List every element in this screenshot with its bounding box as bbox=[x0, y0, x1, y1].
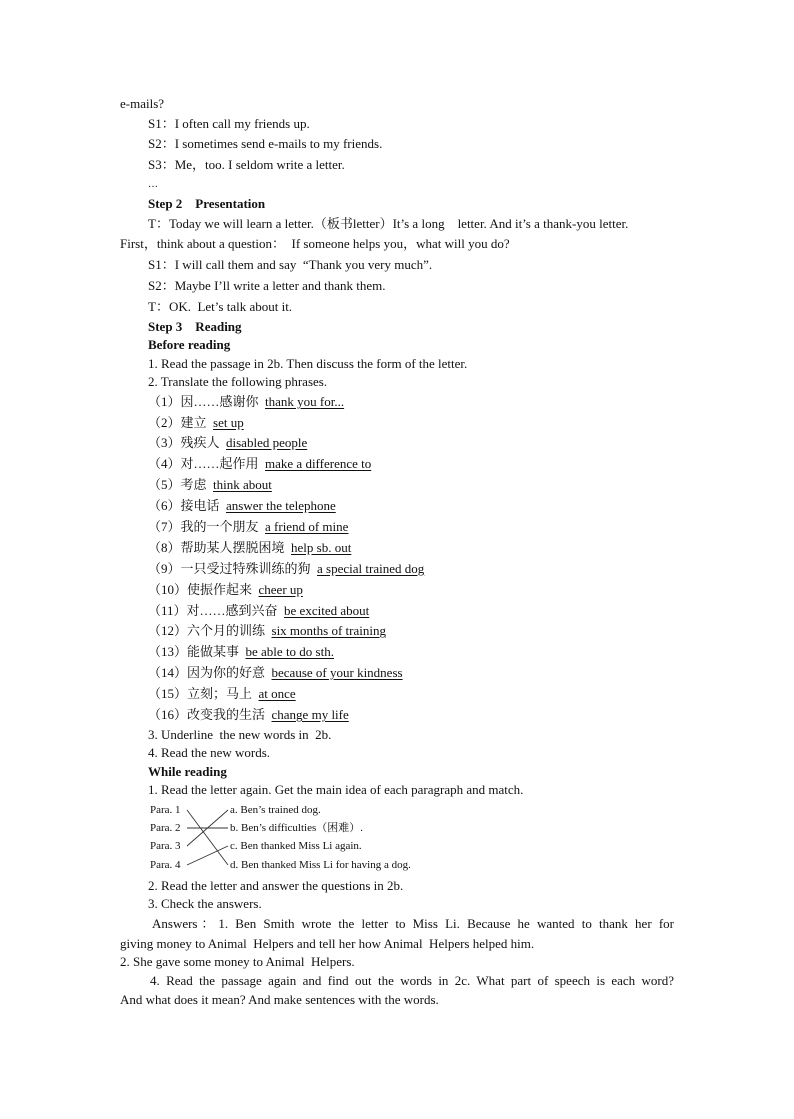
phrase-row bbox=[148, 561, 424, 577]
answers-line-1: Answers：1. Ben Smith wrote the letter to Miss Li. Because he wanted to thank her for bbox=[152, 916, 674, 931]
match-paragraph: Para. 2 bbox=[150, 822, 181, 834]
step2-teacher-line-cont: First，think about a question： If someone helps you，what will you do? bbox=[120, 236, 510, 251]
while-reading-heading: While reading bbox=[148, 764, 227, 779]
dialogue-s1: S1：I often call my friends up. bbox=[148, 116, 310, 131]
phrase-answer: six months of training bbox=[271, 623, 386, 638]
phrase-prompt: （13）能做某事 bbox=[148, 644, 240, 659]
phrase-answer: set up bbox=[213, 415, 244, 430]
match-idea: a. Ben’s trained dog. bbox=[230, 804, 321, 816]
match-idea: b. Ben’s difficulties（困难）. bbox=[230, 822, 364, 834]
phrase-prompt: （5）考虑 bbox=[148, 477, 207, 492]
phrase-row bbox=[148, 435, 307, 451]
step2-heading: Step 2 Presentation bbox=[148, 196, 266, 211]
phrase-answer: answer the telephone bbox=[226, 498, 336, 513]
before-task1: 1. Read the passage in 2b. Then discuss the form of the letter. bbox=[148, 356, 468, 371]
phrase-row bbox=[148, 394, 344, 410]
phrase-answer: thank you for... bbox=[265, 394, 345, 409]
match-idea: d. Ben thanked Miss Li for having a dog. bbox=[230, 859, 411, 871]
phrase-row bbox=[148, 665, 403, 681]
phrase-row bbox=[148, 415, 244, 431]
answers-line-3: 2. She gave some money to Animal Helpers. bbox=[120, 954, 355, 969]
phrase-prompt: （8）帮助某人摆脱困境 bbox=[148, 540, 285, 555]
phrase-answer: cheer up bbox=[258, 582, 303, 597]
phrase-prompt: （16）改变我的生活 bbox=[148, 707, 266, 722]
phrase-row bbox=[148, 519, 348, 535]
phrase-prompt: （7）我的一个朋友 bbox=[148, 519, 259, 534]
phrase-prompt: （12）六个月的训练 bbox=[148, 623, 266, 638]
phrase-prompt: （9）一只受过特殊训练的狗 bbox=[148, 561, 311, 576]
while-task2: 2. Read the letter and answer the questions in 2b. bbox=[148, 878, 404, 893]
before-reading-heading: Before reading bbox=[148, 337, 231, 352]
step3-heading: Step 3 Reading bbox=[148, 319, 242, 334]
match-paragraph: Para. 3 bbox=[150, 840, 181, 852]
phrase-prompt: （6）接电话 bbox=[148, 498, 220, 513]
phrase-prompt: （15）立刻；马上 bbox=[148, 686, 253, 701]
before-task3: 3. Underline the new words in 2b. bbox=[148, 727, 332, 742]
while-task3: 3. Check the answers. bbox=[148, 896, 262, 911]
phrase-answer: because of your kindness bbox=[271, 665, 403, 680]
phrase-row bbox=[148, 644, 334, 660]
match-line bbox=[187, 846, 228, 865]
phrase-prompt: （1）因……感谢你 bbox=[148, 394, 259, 409]
match-paragraph: Para. 1 bbox=[150, 804, 181, 816]
continued-line: e-mails? bbox=[120, 96, 165, 111]
phrase-row bbox=[148, 477, 272, 493]
ellipsis: … bbox=[148, 179, 158, 190]
phrase-row bbox=[148, 707, 349, 723]
phrase-row bbox=[148, 582, 303, 598]
phrase-answer: disabled people bbox=[226, 435, 308, 450]
while-task4-line-1: 4. Read the passage again and find out the words in 2c. What part of speech is each word? bbox=[150, 973, 674, 988]
phrase-answer: at once bbox=[258, 686, 296, 701]
step2-s1: S1：I will call them and say “Thank you very much”. bbox=[148, 257, 433, 272]
dialogue-s3: S3：Me，too. I seldom write a letter. bbox=[148, 157, 345, 172]
phrase-row bbox=[148, 623, 386, 639]
phrase-answer: a special trained dog bbox=[317, 561, 425, 576]
phrase-answer: a friend of mine bbox=[265, 519, 349, 534]
matching-diagram bbox=[150, 800, 450, 876]
match-line bbox=[187, 810, 228, 865]
phrase-answer: think about bbox=[213, 477, 272, 492]
dialogue-s2: S2：I sometimes send e-mails to my friends. bbox=[148, 136, 383, 151]
match-paragraph: Para. 4 bbox=[150, 859, 181, 871]
match-idea: c. Ben thanked Miss Li again. bbox=[230, 840, 362, 852]
while-task4-line-2: And what does it mean? And make sentences with the words. bbox=[120, 992, 439, 1007]
phrase-prompt: （14）因为你的好意 bbox=[148, 665, 266, 680]
phrase-row bbox=[148, 456, 371, 472]
phrase-row bbox=[148, 498, 336, 514]
step2-teacher-line: T：Today we will learn a letter.（板书letter）It’s a long letter. And it’s a thank-you letter. bbox=[148, 216, 629, 231]
phrase-answer: be able to do sth. bbox=[245, 644, 334, 659]
phrase-row bbox=[148, 540, 351, 556]
phrase-answer: make a difference to bbox=[265, 456, 372, 471]
phrase-answer: be excited about bbox=[284, 603, 370, 618]
phrase-prompt: （4）对……起作用 bbox=[148, 456, 259, 471]
before-task2: 2. Translate the following phrases. bbox=[148, 374, 328, 389]
phrase-row bbox=[148, 603, 369, 619]
step2-s2: S2：Maybe I’ll write a letter and thank them. bbox=[148, 278, 386, 293]
before-task4: 4. Read the new words. bbox=[148, 745, 271, 760]
phrase-prompt: （3）残疾人 bbox=[148, 435, 220, 450]
step2-teacher-ok: T：OK. Let’s talk about it. bbox=[148, 299, 293, 314]
phrase-prompt: （2）建立 bbox=[148, 415, 207, 430]
phrase-answer: help sb. out bbox=[291, 540, 352, 555]
phrase-prompt: （11）对……感到兴奋 bbox=[148, 603, 278, 618]
phrase-prompt: （10）使振作起来 bbox=[148, 582, 253, 597]
phrase-row bbox=[148, 686, 296, 702]
while-task1: 1. Read the letter again. Get the main idea of each paragraph and match. bbox=[148, 782, 524, 797]
answers-line-2: giving money to Animal Helpers and tell her how Animal Helpers helped him. bbox=[120, 936, 535, 951]
phrase-answer: change my life bbox=[271, 707, 349, 722]
